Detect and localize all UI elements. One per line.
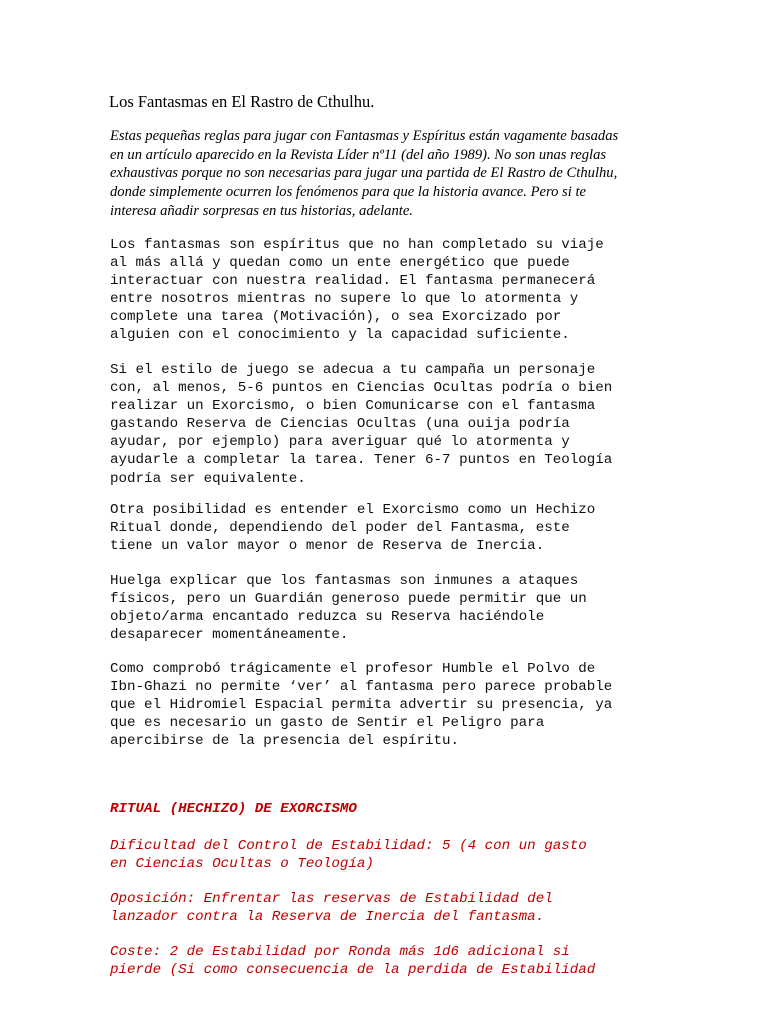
- body-line: ayudar, por ejemplo) para averiguar qué lo atormenta y: [110, 434, 570, 451]
- body-line: Como comprobó trágicamente el profesor Humble el Polvo de: [110, 661, 596, 677]
- body-line: que el Hidromiel Espacial permita advertir su presencia, ya: [110, 697, 613, 714]
- body-line: gastando Reserva de Ciencias Ocultas (una ouija podría: [110, 416, 570, 433]
- ritual-line: pierde (Si como consecuencia de la perdida de Estabilidad: [110, 962, 596, 979]
- body-line: con, al menos, 5-6 puntos en Ciencias Ocultas podría o bien: [110, 380, 613, 397]
- ritual-opposition: [110, 890, 553, 926]
- body-paragraph-campaign: [110, 361, 612, 488]
- ritual-heading: [110, 800, 357, 818]
- intro-line: en un artículo aparecido en la Revista Líder nº11 (del año 1989). No son unas reglas: [110, 146, 607, 163]
- ritual-line: Oposición: Enfrentar las reservas de Estabilidad del: [110, 891, 553, 907]
- body-line: Huelga explicar que los fantasmas son inmunes a ataques: [110, 573, 579, 589]
- ritual-line: Coste: 2 de Estabilidad por Ronda más 1d6 adicional si: [110, 944, 570, 960]
- body-line: Los fantasmas son espíritus que no han completado su viaje: [110, 237, 604, 253]
- body-line: Si el estilo de juego se adecua a tu campaña un personaje: [110, 362, 596, 378]
- intro-line: interesa añadir sorpresas en tus historias, adelante.: [110, 202, 413, 219]
- document-title: Los Fantasmas en El Rastro de Cthulhu.: [109, 92, 375, 111]
- body-paragraph-ghosts: [110, 236, 604, 345]
- body-line: físicos, pero un Guardián generoso puede permitir que un: [110, 591, 587, 608]
- body-paragraph-immunity: [110, 572, 587, 644]
- body-line: complete una tarea (Motivación), o sea Exorcizado por: [110, 309, 562, 326]
- ritual-line: lanzador contra la Reserva de Inercia del fantasma.: [110, 909, 545, 926]
- body-line: que es necesario un gasto de Sentir el Peligro para: [110, 715, 545, 732]
- body-line: al más allá y quedan como un ente energético que puede: [110, 255, 570, 272]
- body-paragraph-humble: [110, 660, 612, 750]
- intro-line: exhaustivas porque no son necesarias para jugar una partida de El Rastro de Cthulhu,: [110, 165, 618, 182]
- intro-line: Estas pequeñas reglas para jugar con Fantasmas y Espíritus están vagamente basadas: [110, 128, 619, 144]
- body-line: Ritual donde, dependiendo del poder del Fantasma, este: [110, 520, 570, 537]
- intro-line: donde simplemente ocurren los fenómenos para que la historia avance. Pero si te: [110, 184, 586, 201]
- body-line: desaparecer momentáneamente.: [110, 627, 349, 644]
- body-line: interactuar con nuestra realidad. El fantasma permanecerá: [110, 273, 596, 290]
- body-line: podría ser equivalente.: [110, 470, 306, 487]
- intro-paragraph: [110, 127, 670, 221]
- ritual-line: en Ciencias Ocultas o Teología): [110, 856, 374, 873]
- body-line: entre nosotros mientras no supere lo que lo atormenta y: [110, 291, 579, 308]
- body-line: tiene un valor mayor o menor de Reserva de Inercia.: [110, 538, 545, 555]
- body-line: ayudarle a completar la tarea. Tener 6-7 puntos en Teología: [110, 452, 613, 469]
- ritual-heading-text: RITUAL (HECHIZO) DE EXORCISMO: [110, 801, 357, 817]
- ritual-difficulty: [110, 837, 587, 873]
- body-line: Otra posibilidad es entender el Exorcismo como un Hechizo: [110, 502, 596, 518]
- body-paragraph-exorcism: [110, 501, 595, 555]
- ritual-line: Dificultad del Control de Estabilidad: 5 (4 con un gasto: [110, 838, 587, 854]
- body-line: apercibirse de la presencia del espíritu.: [110, 733, 460, 750]
- body-line: realizar un Exorcismo, o bien Comunicarse con el fantasma: [110, 398, 596, 415]
- body-line: objeto/arma encantado reduzca su Reserva haciéndole: [110, 609, 545, 626]
- body-line: alguien con el conocimiento y la capacidad suficiente.: [110, 327, 570, 344]
- body-line: Ibn-Ghazi no permite ‘ver’ al fantasma pero parece probable: [110, 679, 613, 696]
- ritual-cost: [110, 943, 595, 979]
